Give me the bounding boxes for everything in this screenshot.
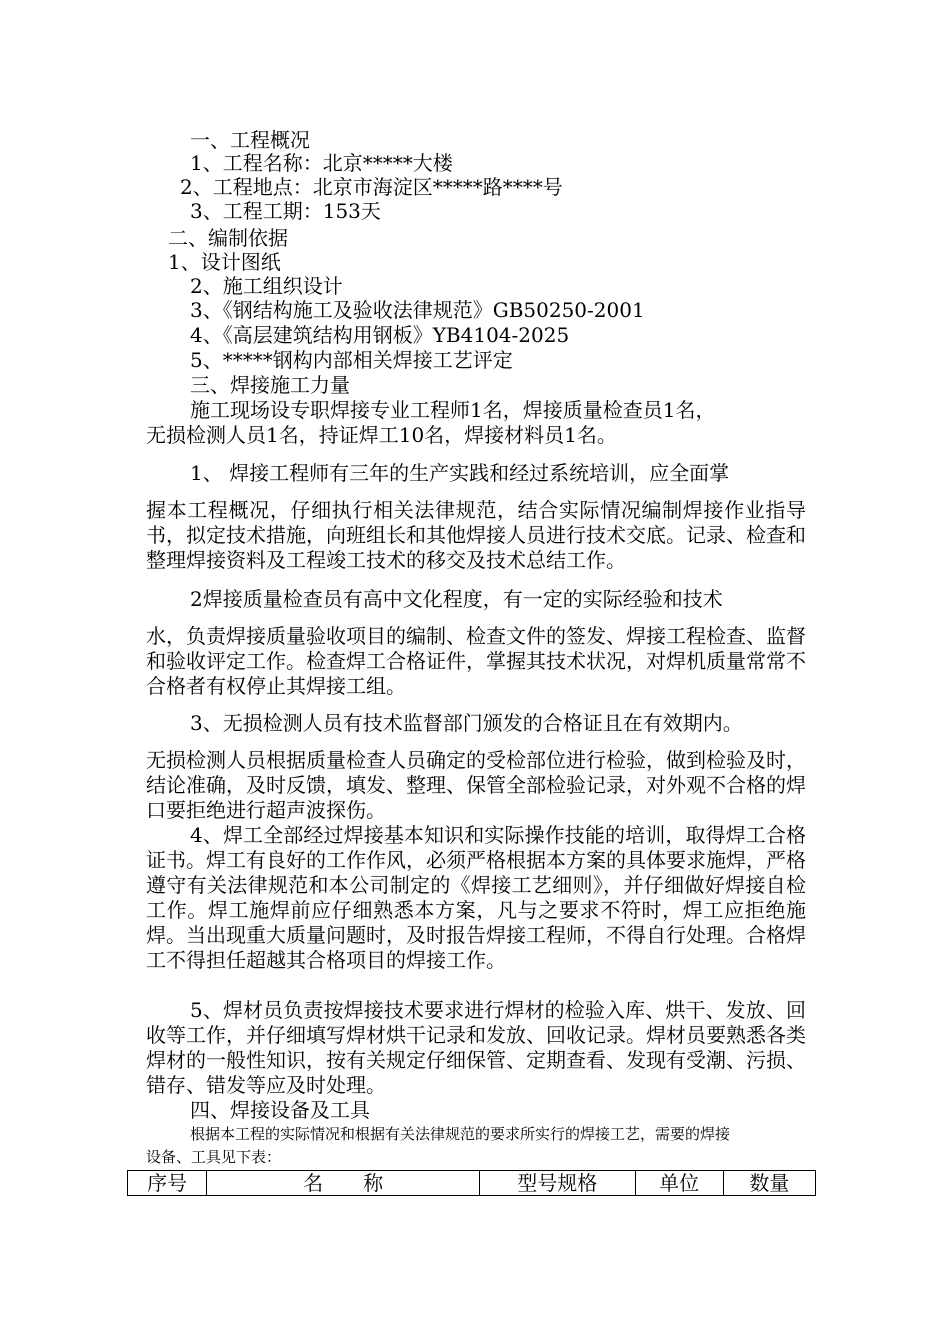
equipment-table — [127, 1170, 816, 1196]
project-location: 2、工程地点：北京市海淀区*****路****号 — [180, 175, 563, 199]
equipment-note-line-1: 根据本工程的实际情况和根据有关法律规范的要求所实行的焊接工艺，需要的焊接 — [190, 1125, 731, 1143]
col-header-index: 序号 — [128, 1171, 207, 1196]
welder-para: 4、焊工全部经过焊接基本知识和实际操作技能的培训，取得焊工合格证书。焊工有良好的工作作风，必须严格根据本方案的具体要求施焊，严格遵守有关法律规范和本公司制定的《焊接工艺细则》，并仔细做好焊接自检工作。焊工施焊前应仔细熟悉本方案，凡与之要求不符时，焊工应拒绝施焊。当出现重大质量问题时，及时报告焊接工程师，不得自行处理。合格焊工不得担任超越其合格项目的焊接工作。 — [146, 823, 806, 972]
engineer-para-first-line: 1、 焊接工程师有三年的生产实践和经过系统培训，应全面掌 — [190, 461, 730, 485]
staffing-intro-line-2: 无损检测人员1名，持证焊工10名，焊接材料员1名。 — [146, 423, 617, 447]
material-para: 5、焊材员负责按焊接技术要求进行焊材的检验入库、烘干、发放、回收等工作，并仔细填写焊材烘干记录和发放、回收记录。焊材员要熟悉各类焊材的一般性知识，按有关规定仔细保管、定期查看、发现有受潮、污损、错存、错发等应及时处理。 — [146, 998, 806, 1097]
basis-item-5: 5、*****钢构内部相关焊接工艺评定 — [190, 348, 513, 372]
project-duration: 3、工程工期：153天 — [190, 199, 381, 223]
section-2-heading: 二、编制依据 — [168, 226, 288, 250]
section-1-heading: 一、工程概况 — [190, 128, 310, 152]
basis-item-2: 2、施工组织设计 — [190, 274, 343, 298]
section-4-heading: 四、焊接设备及工具 — [190, 1098, 370, 1122]
basis-item-3: 3、《钢结构施工及验收法律规范》GB50250-2001 — [190, 298, 645, 322]
equipment-note-line-2: 设备、工具见下表： — [146, 1148, 282, 1166]
staffing-intro-line-1: 施工现场设专职焊接专业工程师1名，焊接质量检查员1名， — [190, 398, 716, 422]
col-header-name: 名 称 — [207, 1171, 480, 1196]
col-header-unit: 单位 — [635, 1171, 723, 1196]
ndt-para-body: 无损检测人员根据质量检查人员确定的受检部位进行检验，做到检验及时，结论准确，及时反馈，填发、整理、保管全部检验记录，对外观不合格的焊口要拒绝进行超声波探伤。 — [146, 748, 806, 822]
section-3-heading: 三、焊接施工力量 — [190, 373, 350, 397]
project-name: 1、工程名称：北京*****大楼 — [190, 151, 453, 175]
inspector-para-body: 水，负责焊接质量验收项目的编制、检查文件的签发、焊接工程检查、监督和验收评定工作。检查焊工合格证件，掌握其技术状况，对焊机质量常常不合格者有权停止其焊接工组。 — [146, 624, 806, 698]
basis-item-4: 4、《高层建筑结构用钢板》YB4104-2025 — [190, 323, 570, 347]
inspector-para-first-line: 2焊接质量检查员有高中文化程度，有一定的实际经验和技术 — [190, 587, 723, 611]
ndt-para-first-line: 3、无损检测人员有技术监督部门颁发的合格证且在有效期内。 — [190, 711, 743, 735]
col-header-quantity: 数量 — [723, 1171, 815, 1196]
table-header-row — [128, 1171, 816, 1196]
engineer-para-body: 握本工程概况，仔细执行相关法律规范，结合实际情况编制焊接作业指导书，拟定技术措施，向班组长和其他焊接人员进行技术交底。记录、检查和整理焊接资料及工程竣工技术的移交及技术总结工作。 — [146, 498, 806, 572]
col-header-model: 型号规格 — [480, 1171, 636, 1196]
basis-item-1: 1、设计图纸 — [168, 250, 281, 274]
